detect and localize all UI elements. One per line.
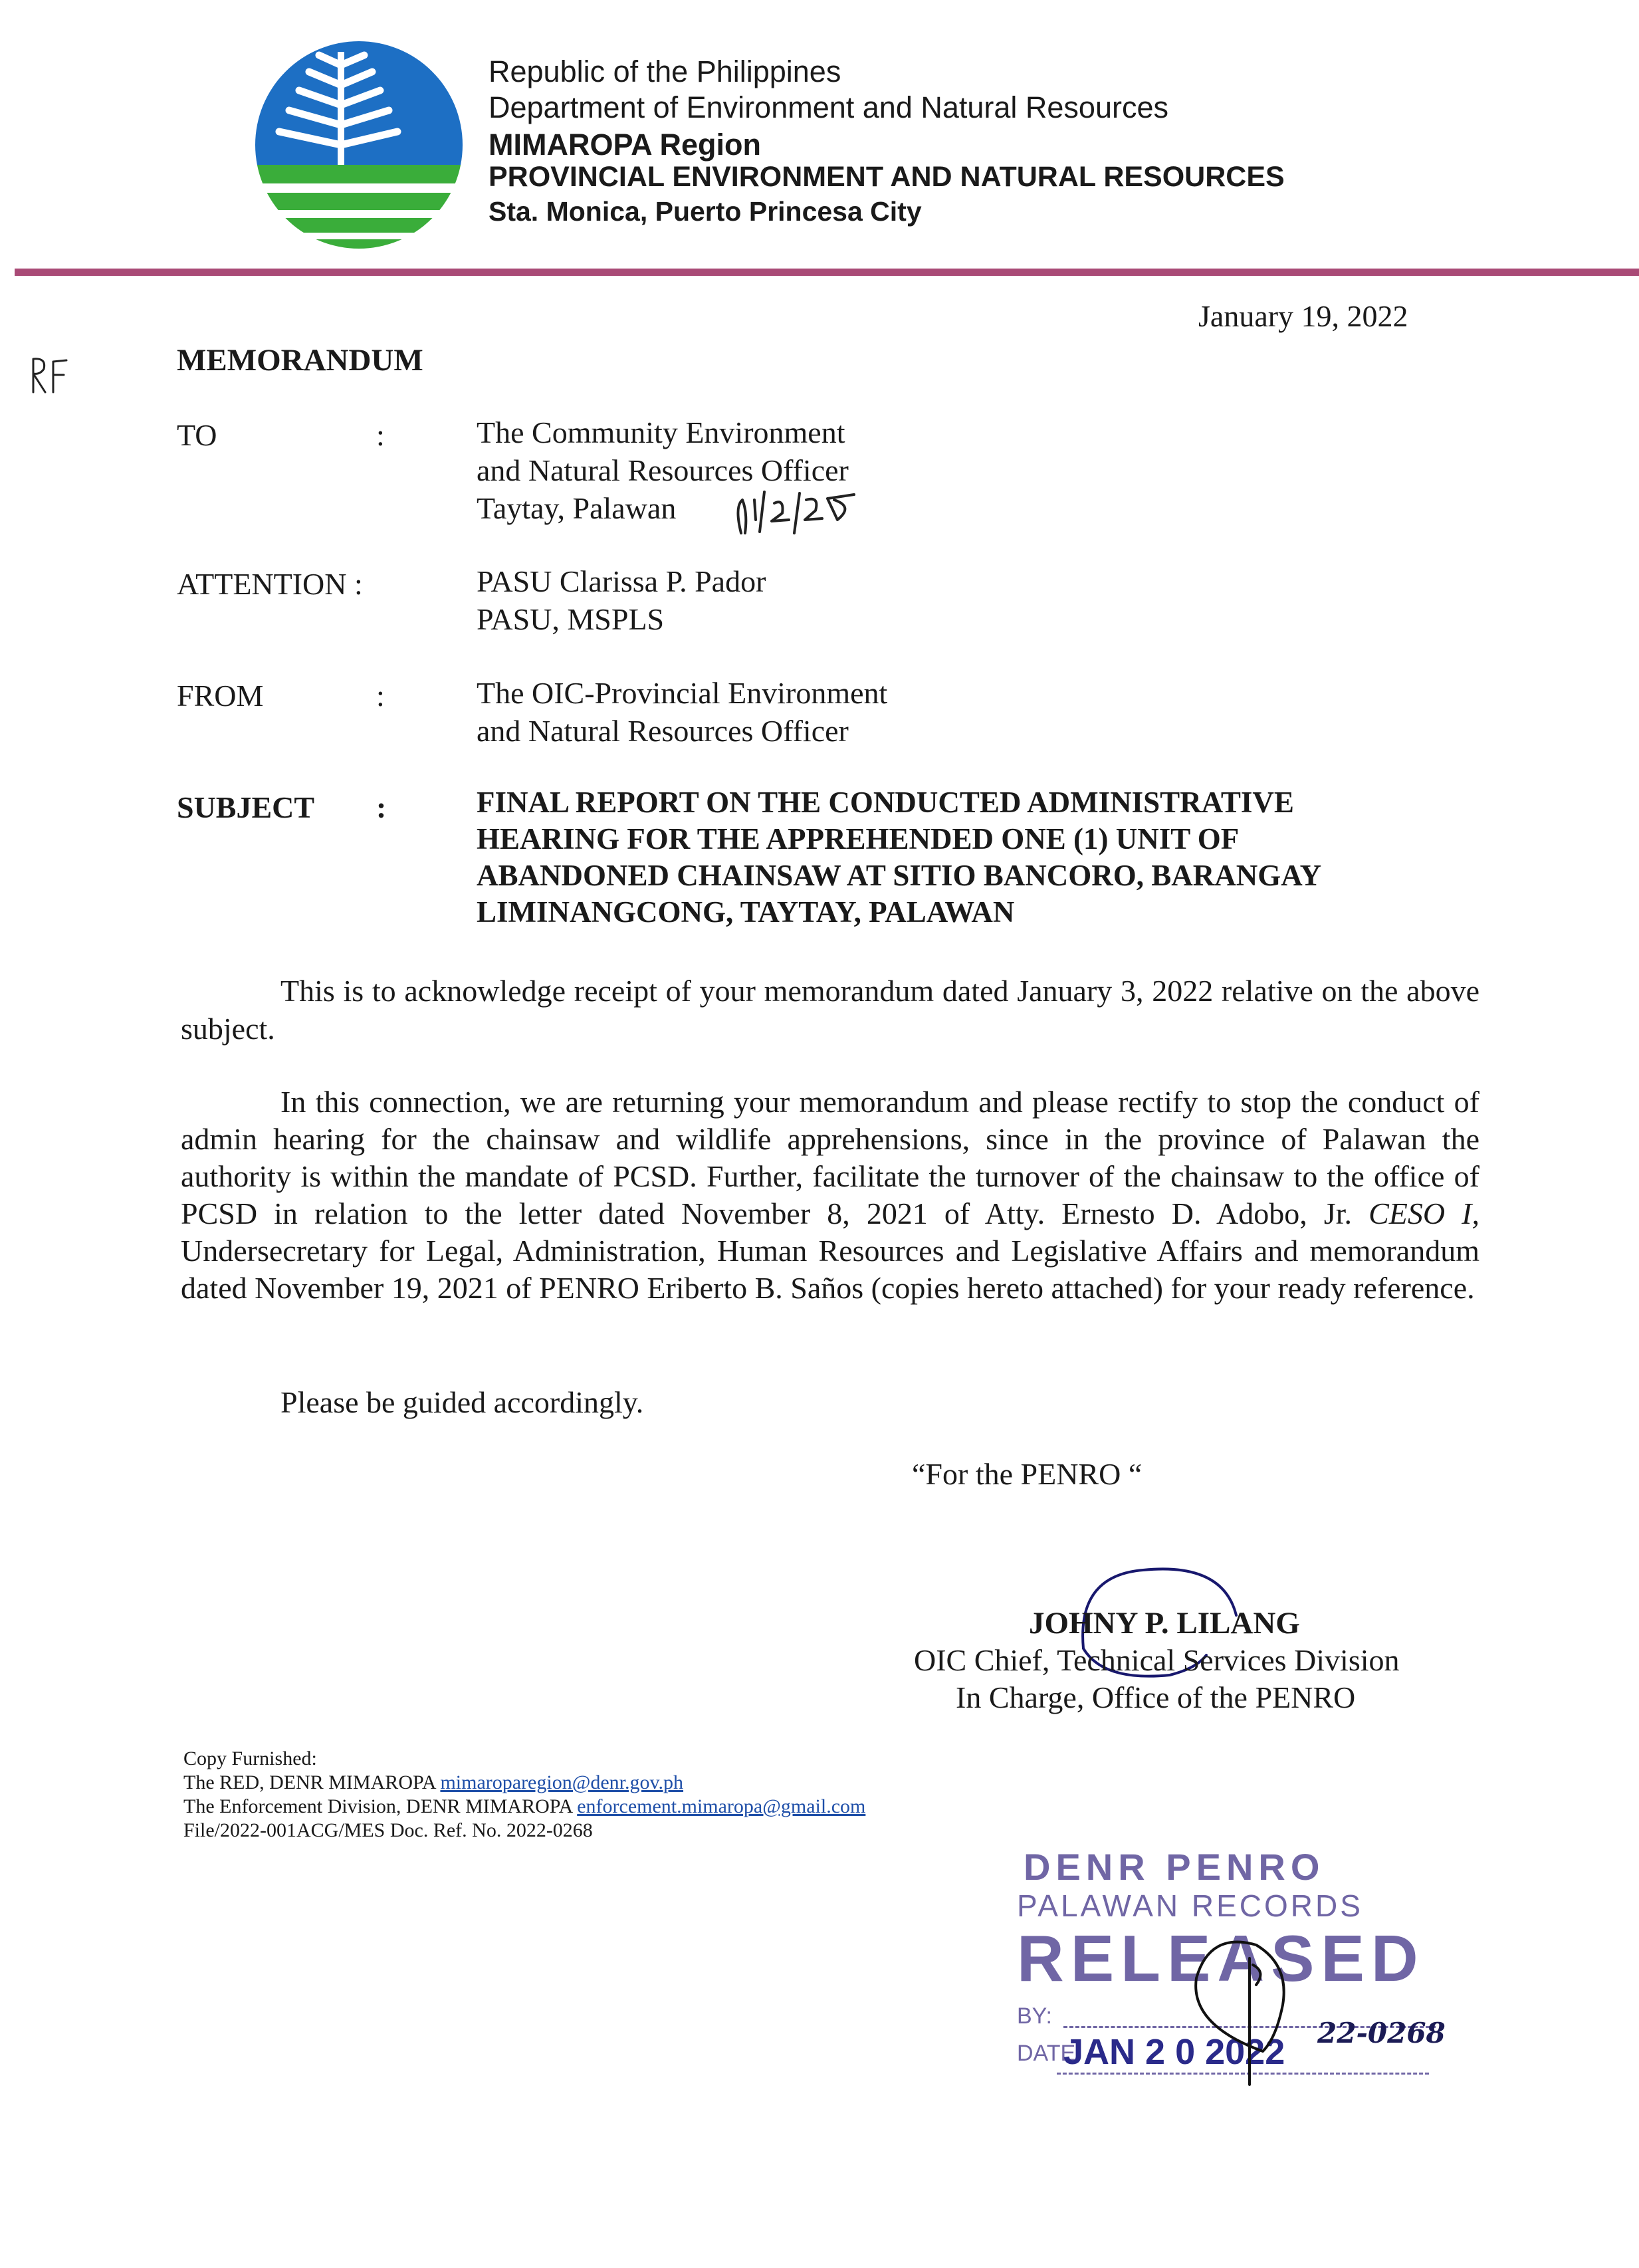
copy-furnished-line-2 <box>183 1795 865 1819</box>
from-colon: : <box>376 679 385 713</box>
handwritten-receipt-date <box>728 480 861 540</box>
attention-line-1: PASU Clarissa P. Pador <box>477 564 766 598</box>
stamp-date-label: DATE <box>1017 2041 1076 2066</box>
cf-enforcement-text: The Enforcement Division, DENR MIMAROPA <box>183 1795 578 1817</box>
header-address: Sta. Monica, Puerto Princesa City <box>489 196 922 227</box>
attention-recipient <box>477 562 766 638</box>
header-republic: Republic of the Philippines <box>489 55 841 88</box>
copy-furnished-line-1 <box>183 1771 865 1795</box>
stamp-initial-mark <box>1150 1918 1323 2091</box>
to-line-3: Taytay, Palawan <box>477 491 677 525</box>
signatory-name: JOHNY P. LILANG <box>1029 1606 1300 1641</box>
closing-line: “For the PENRO “ <box>912 1457 1143 1491</box>
attention-line-2: PASU, MSPLS <box>477 602 665 636</box>
subject-line-1: FINAL REPORT ON THE CONDUCTED ADMINISTRATIVE <box>477 786 1294 819</box>
from-line-1: The OIC-Provincial Environment <box>477 676 888 710</box>
paragraph-instruction <box>181 1083 1479 1307</box>
signatory-title-1: OIC Chief, Technical Services Division <box>914 1643 1400 1677</box>
copy-furnished-label: Copy Furnished: <box>183 1748 317 1769</box>
from-label: FROM <box>177 679 264 713</box>
to-colon: : <box>376 418 385 452</box>
subject-line-2: HEARING FOR THE APPREHENDED ONE (1) UNIT OF <box>477 822 1240 855</box>
header-office: PROVINCIAL ENVIRONMENT AND NATURAL RESOURCES <box>489 161 1285 193</box>
stamp-office: DENR PENRO <box>1024 1846 1325 1888</box>
cf-enforcement-email-link[interactable]: enforcement.mimaropa@gmail.com <box>577 1795 866 1817</box>
subject-text <box>477 784 1321 931</box>
margin-initials-mark <box>27 352 73 399</box>
paragraph-instruction-part-a: In this connection, we are returning your memorandum and please rectify to stop the conduct of admin hearing for the chainsaw and wildlife apprehensions, since in the province of Palawan the authority is within the mandate of PCSD. Further, facilitate the turnover of the chainsaw to the office of PCSD in relation to the letter dated November 8, 2021 of Atty. Ernesto D. Adobo, Jr. <box>181 1085 1479 1230</box>
copy-furnished-line-3: File/2022-001ACG/MES Doc. Ref. No. 2022-0268 <box>183 1819 593 1841</box>
memo-date: January 19, 2022 <box>1198 299 1408 333</box>
body-paragraph-1 <box>181 972 1479 1048</box>
to-line-2: and Natural Resources Officer <box>477 453 849 487</box>
released-stamp <box>1017 1839 1482 2091</box>
cf-red-text: The RED, DENR MIMAROPA <box>183 1771 441 1793</box>
memo-title: MEMORANDUM <box>177 343 423 378</box>
copy-furnished-block <box>183 1747 865 1843</box>
subject-line-4: LIMINANGCONG, TAYTAY, PALAWAN <box>477 895 1015 929</box>
stamp-released: RELEASED <box>1017 1922 1425 1995</box>
attention-label: ATTENTION : <box>177 567 363 601</box>
header-divider <box>15 269 1639 276</box>
from-line-2: and Natural Resources Officer <box>477 714 849 748</box>
paragraph-instruction-part-b: Undersecretary for Legal, Administration, Human Resources and Legislative Affairs and memorandum dated November 19, 2021 of PENRO Eriberto B. Saños (copies hereto attached) for your ready reference. <box>181 1234 1479 1305</box>
ceso-designation: CESO I, <box>1368 1196 1479 1230</box>
from-sender <box>477 674 887 750</box>
denr-tree-logo-icon <box>253 39 465 251</box>
to-line-1: The Community Environment <box>477 415 845 449</box>
stamp-date: JAN 2 0 2022 <box>1063 2032 1285 2072</box>
stamp-records: PALAWAN RECORDS <box>1017 1888 1363 1923</box>
subject-line-3: ABANDONED CHAINSAW AT SITIO BANCORO, BARANGAY <box>477 859 1322 892</box>
body-paragraph-2 <box>181 1083 1479 1307</box>
stamp-ref-number: 22-0268 <box>1317 2017 1446 2049</box>
header-region: MIMAROPA Region <box>489 128 761 162</box>
to-label: TO <box>177 418 217 452</box>
subject-colon: : <box>376 790 387 824</box>
paragraph-guidance: Please be guided accordingly. <box>280 1385 644 1419</box>
subject-label: SUBJECT <box>177 790 315 824</box>
cf-red-email-link[interactable]: mimaroparegion@denr.gov.ph <box>440 1771 684 1793</box>
paragraph-acknowledge: This is to acknowledge receipt of your memorandum dated January 3, 2022 relative on the above subject. <box>181 974 1479 1046</box>
header-department: Department of Environment and Natural Resources <box>489 90 1169 124</box>
signatory-title-2: In Charge, Office of the PENRO <box>956 1680 1356 1714</box>
stamp-by-label: BY: <box>1017 2003 1052 2029</box>
